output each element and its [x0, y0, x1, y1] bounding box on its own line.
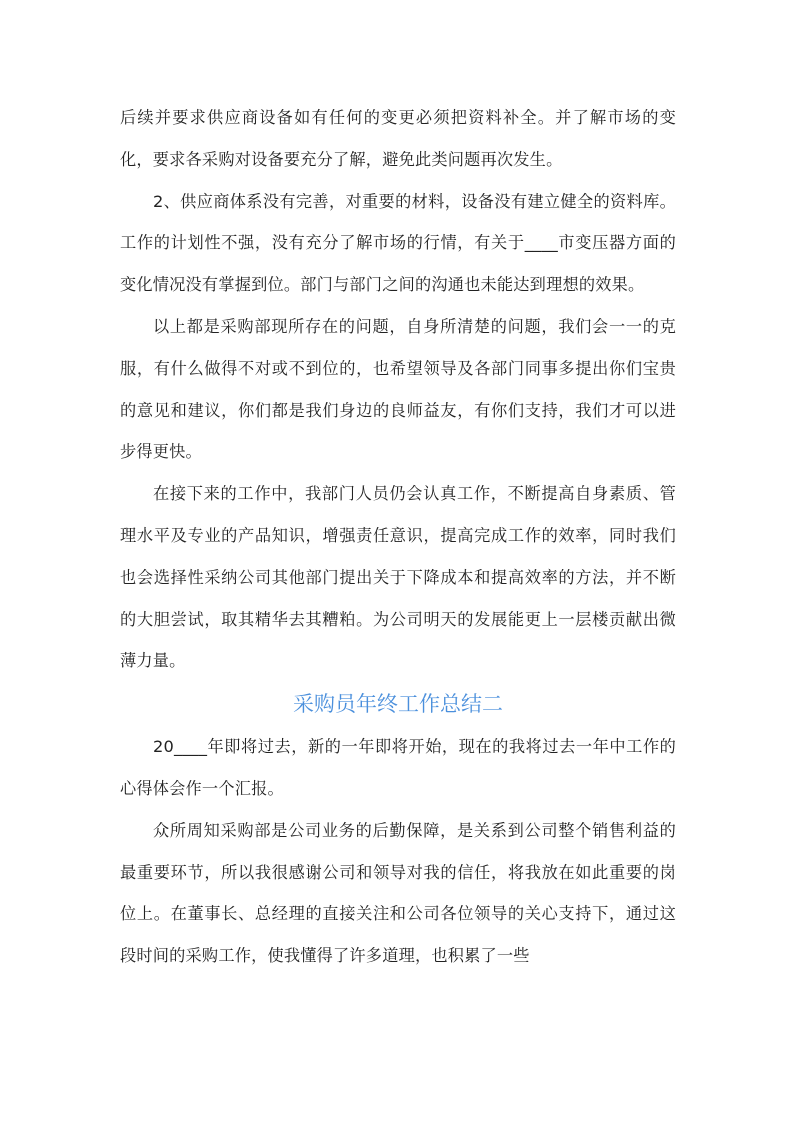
paragraph-continuation: 后续并要求供应商设备如有任何的变更必须把资料补全。并了解市场的变化，要求各采购对设备要充分了解，避免此类问题再次发生。 — [120, 108, 676, 169]
paragraph-purchasing-role: 众所周知采购部是公司业务的后勤保障，是关系到公司整个销售利益的最重要环节，所以我很感谢公司和领导对我的信任，将我放在如此重要的岗位上。在董事长、总经理的直接关注和公司各位领导的关心支持下，通过这段时间的采购工作，使我懂得了许多道理，也积累了一些 — [120, 820, 676, 966]
paragraph-existing-problems: 以上都是采购部现所存在的问题，自身所清楚的问题，我们会一一的克服，有什么做得不对或不到位的，也希望领导及各部门同事多提出你们宝贵的意见和建议，你们都是我们身边的良师益友，有你们支持，我们才可以进步得更快。 — [120, 316, 676, 462]
paragraph-year-intro: 20____年即将过去，新的一年即将开始，现在的我将过去一年中工作的心得体会作一个汇报。 — [120, 737, 676, 798]
section-title: 采购员年终工作总结二 — [293, 692, 503, 717]
paragraph-next-work: 在接下来的工作中，我部门人员仍会认真工作，不断提高自身素质、管理水平及专业的产品知识，增强责任意识，提高完成工作的效率，同时我们也会选择性采纳公司其他部门提出关于下降成本和提高效率的方法，并不断的大胆尝试，取其精华去其糟粕。为公司明天的发展能更上一层楼贡献出微薄力量。 — [120, 484, 676, 671]
document-page — [120, 97, 676, 977]
paragraph-supplier-system: 2、供应商体系没有完善，对重要的材料，设备没有建立健全的资料库。工作的计划性不强，没有充分了解市场的行情，有关于____市变压器方面的变化情况没有掌握到位。部门与部门之间的沟通也未能达到理想的效果。 — [120, 191, 676, 295]
